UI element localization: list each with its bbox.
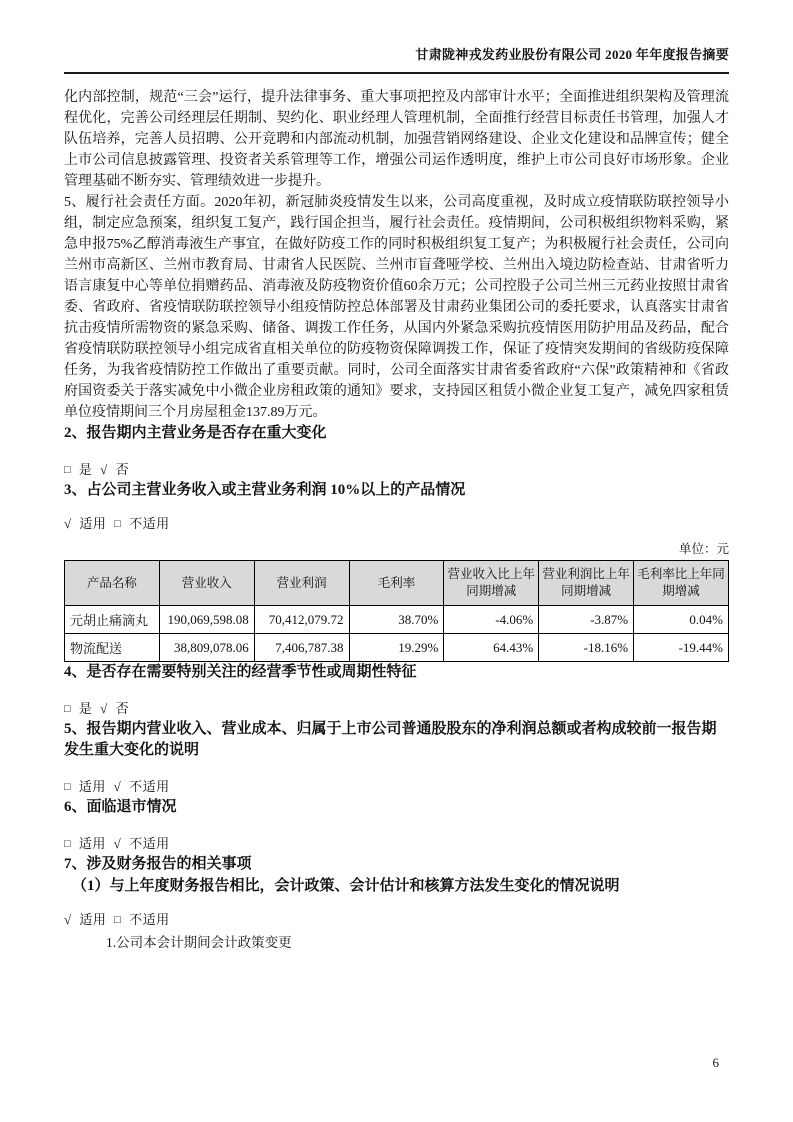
answer-option-label: 适用 <box>78 779 106 794</box>
section-5-heading: 5、报告期内营业收入、营业成本、归属于上市公司普通股股东的净利润总额或者构成较前一报告期发生重大变化的说明 <box>64 721 717 758</box>
table-cell: 7,406,787.38 <box>254 634 349 662</box>
table-cell: -3.87% <box>539 606 634 634</box>
checkbox-unchecked-icon: □ <box>64 464 72 476</box>
table-unit-label: 单位：元 <box>678 542 729 556</box>
table-cell: 38.70% <box>349 606 444 634</box>
checkmark-icon: √ <box>113 836 122 851</box>
table-cell: -18.16% <box>539 634 634 662</box>
table-cell: 64.43% <box>444 634 539 662</box>
section-2-heading: 2、报告期内主营业务是否存在重大变化 <box>64 425 327 441</box>
answer-option-label: 适用 <box>78 836 106 851</box>
table-cell: 0.04% <box>634 606 729 634</box>
table-header-cell: 毛利率比上年同期增减 <box>634 561 729 606</box>
body-paragraphs <box>64 87 729 423</box>
section-7-sub1-heading: （1）与上年度财务报告相比，会计政策、会计估计和核算方法发生变化的情况说明 <box>72 878 620 894</box>
table-cell: 70,412,079.72 <box>254 606 349 634</box>
checkbox-unchecked-icon: □ <box>64 781 72 793</box>
checkmark-icon: √ <box>100 701 108 716</box>
answer-option-label: 适用 <box>79 516 107 531</box>
answer-option-label: 不适用 <box>129 836 170 851</box>
section-7-sub1-applicability <box>64 911 729 930</box>
section-2-answer <box>64 461 729 480</box>
table-cell: -4.06% <box>444 606 539 634</box>
answer-option-label: 是 <box>78 462 93 477</box>
table-header-cell: 营业利润 <box>254 561 349 606</box>
section-5-answer <box>64 778 729 797</box>
section-3-applicability <box>64 515 729 534</box>
checkmark-icon: √ <box>64 516 72 531</box>
table-cell: 190,069,598.08 <box>159 606 254 634</box>
table-header-cell: 营业收入 <box>159 561 254 606</box>
products-table <box>64 560 729 662</box>
section-6-heading: 6、面临退市情况 <box>64 799 177 815</box>
checkbox-unchecked-icon: □ <box>114 518 122 530</box>
table-cell: 38,809,078.06 <box>159 634 254 662</box>
answer-option-label: 不适用 <box>129 516 170 531</box>
table-cell: 19.29% <box>349 634 444 662</box>
checkbox-unchecked-icon: □ <box>64 838 72 850</box>
paragraph-social-responsibility: 5、履行社会责任方面。2020年初，新冠肺炎疫情发生以来，公司高度重视，及时成立疫情联防联控领导小组，制定应急预案，组织复工复产，践行国企担当，履行社会责任。疫情期间，公司积极组织物料采购，紧急申报75%乙醇消毒液生产事宜，在做好防疫工作的同时积极组织复工复产；为积极履行社会责任，公司向兰州市高新区、兰州市教育局、甘肃省人民医院、兰州市盲聋哑学校、兰州出入境边防检查站、甘肃省听力语言康复中心等单位捐赠药品、消毒液及防疫物资价值60余万元；公司控股子公司兰州三元药业按照甘肃省委、省政府、省疫情联防联控领导小组疫情防控总体部署及甘肃药业集团公司的委托要求，认真落实甘肃省抗击疫情所需物资的紧急采购、储备、调拨工作任务，从国内外紧急采购抗疫情医用防护用品及药品，配合省疫情联防联控领导小组完成省直相关单位的防疫物资保障调拨工作，保证了疫情突发期间的省级防疫保障任务，为我省疫情防控工作做出了重要贡献。同时，公司全面落实甘肃省委省政府“六保”政策精神和《省政府国资委关于落实减免中小微企业房租政策的通知》要求，支持园区租赁小微企业复工复产，减免四家租赁单位疫情期间三个月房屋租金137.89万元。 <box>64 195 729 420</box>
page-number: 6 <box>712 1055 719 1070</box>
answer-option-label: 否 <box>115 701 130 716</box>
table-cell-product-name: 元胡止痛滴丸 <box>65 606 160 634</box>
section-4-heading: 4、是否存在需要特别关注的经营季节性或周期性特征 <box>64 664 417 680</box>
table-cell-product-name: 物流配送 <box>65 634 160 662</box>
checkmark-icon: √ <box>100 462 108 477</box>
answer-option-label: 适用 <box>79 912 107 927</box>
table-cell: -19.44% <box>634 634 729 662</box>
answer-option-label: 不适用 <box>129 779 170 794</box>
answer-option-label: 否 <box>115 462 130 477</box>
checkbox-unchecked-icon: □ <box>64 703 72 715</box>
table-row <box>65 606 729 634</box>
answer-option-label: 是 <box>78 701 93 716</box>
section-7-heading: 7、涉及财务报告的相关事项 <box>64 856 252 872</box>
table-header-cell: 营业利润比上年同期增减 <box>539 561 634 606</box>
section-6-answer <box>64 835 729 854</box>
table-row <box>65 634 729 662</box>
section-3-heading: 3、占公司主营业务收入或主营业务利润 10%以上的产品情况 <box>64 482 466 498</box>
paragraph-internal-control: 化内部控制，规范“三会”运行，提升法律事务、重大事项把控及内部审计水平；全面推进组织架构及管理流程优化，完善公司经理层任期制、契约化、职业经理人管理机制，全面推行经营目标责任书管理，加强人才队伍培养，完善人员招聘、公开竞聘和内部流动机制，加强营销网络建设、企业文化建设和品牌宣传；健全上市公司信息披露管理、投资者关系管理等工作，增强公司运作透明度，维护上市公司良好市场形象。企业管理基础不断夯实、管理绩效进一步提升。 <box>64 90 729 189</box>
checkmark-icon: √ <box>113 779 122 794</box>
checkmark-icon: √ <box>64 912 72 927</box>
answer-option-label: 不适用 <box>129 912 170 927</box>
checkbox-unchecked-icon: □ <box>114 914 122 926</box>
section-4-answer <box>64 700 729 719</box>
table-header-cell: 毛利率 <box>349 561 444 606</box>
accounting-policy-note: 1.公司本会计期间会计政策变更 <box>106 935 292 950</box>
table-header-cell: 营业收入比上年同期增减 <box>444 561 539 606</box>
table-header-cell: 产品名称 <box>65 561 160 606</box>
page-header-title: 甘肃陇神戎发药业股份有限公司 2020 年年度报告摘要 <box>64 44 729 74</box>
table-header-row <box>65 561 729 606</box>
